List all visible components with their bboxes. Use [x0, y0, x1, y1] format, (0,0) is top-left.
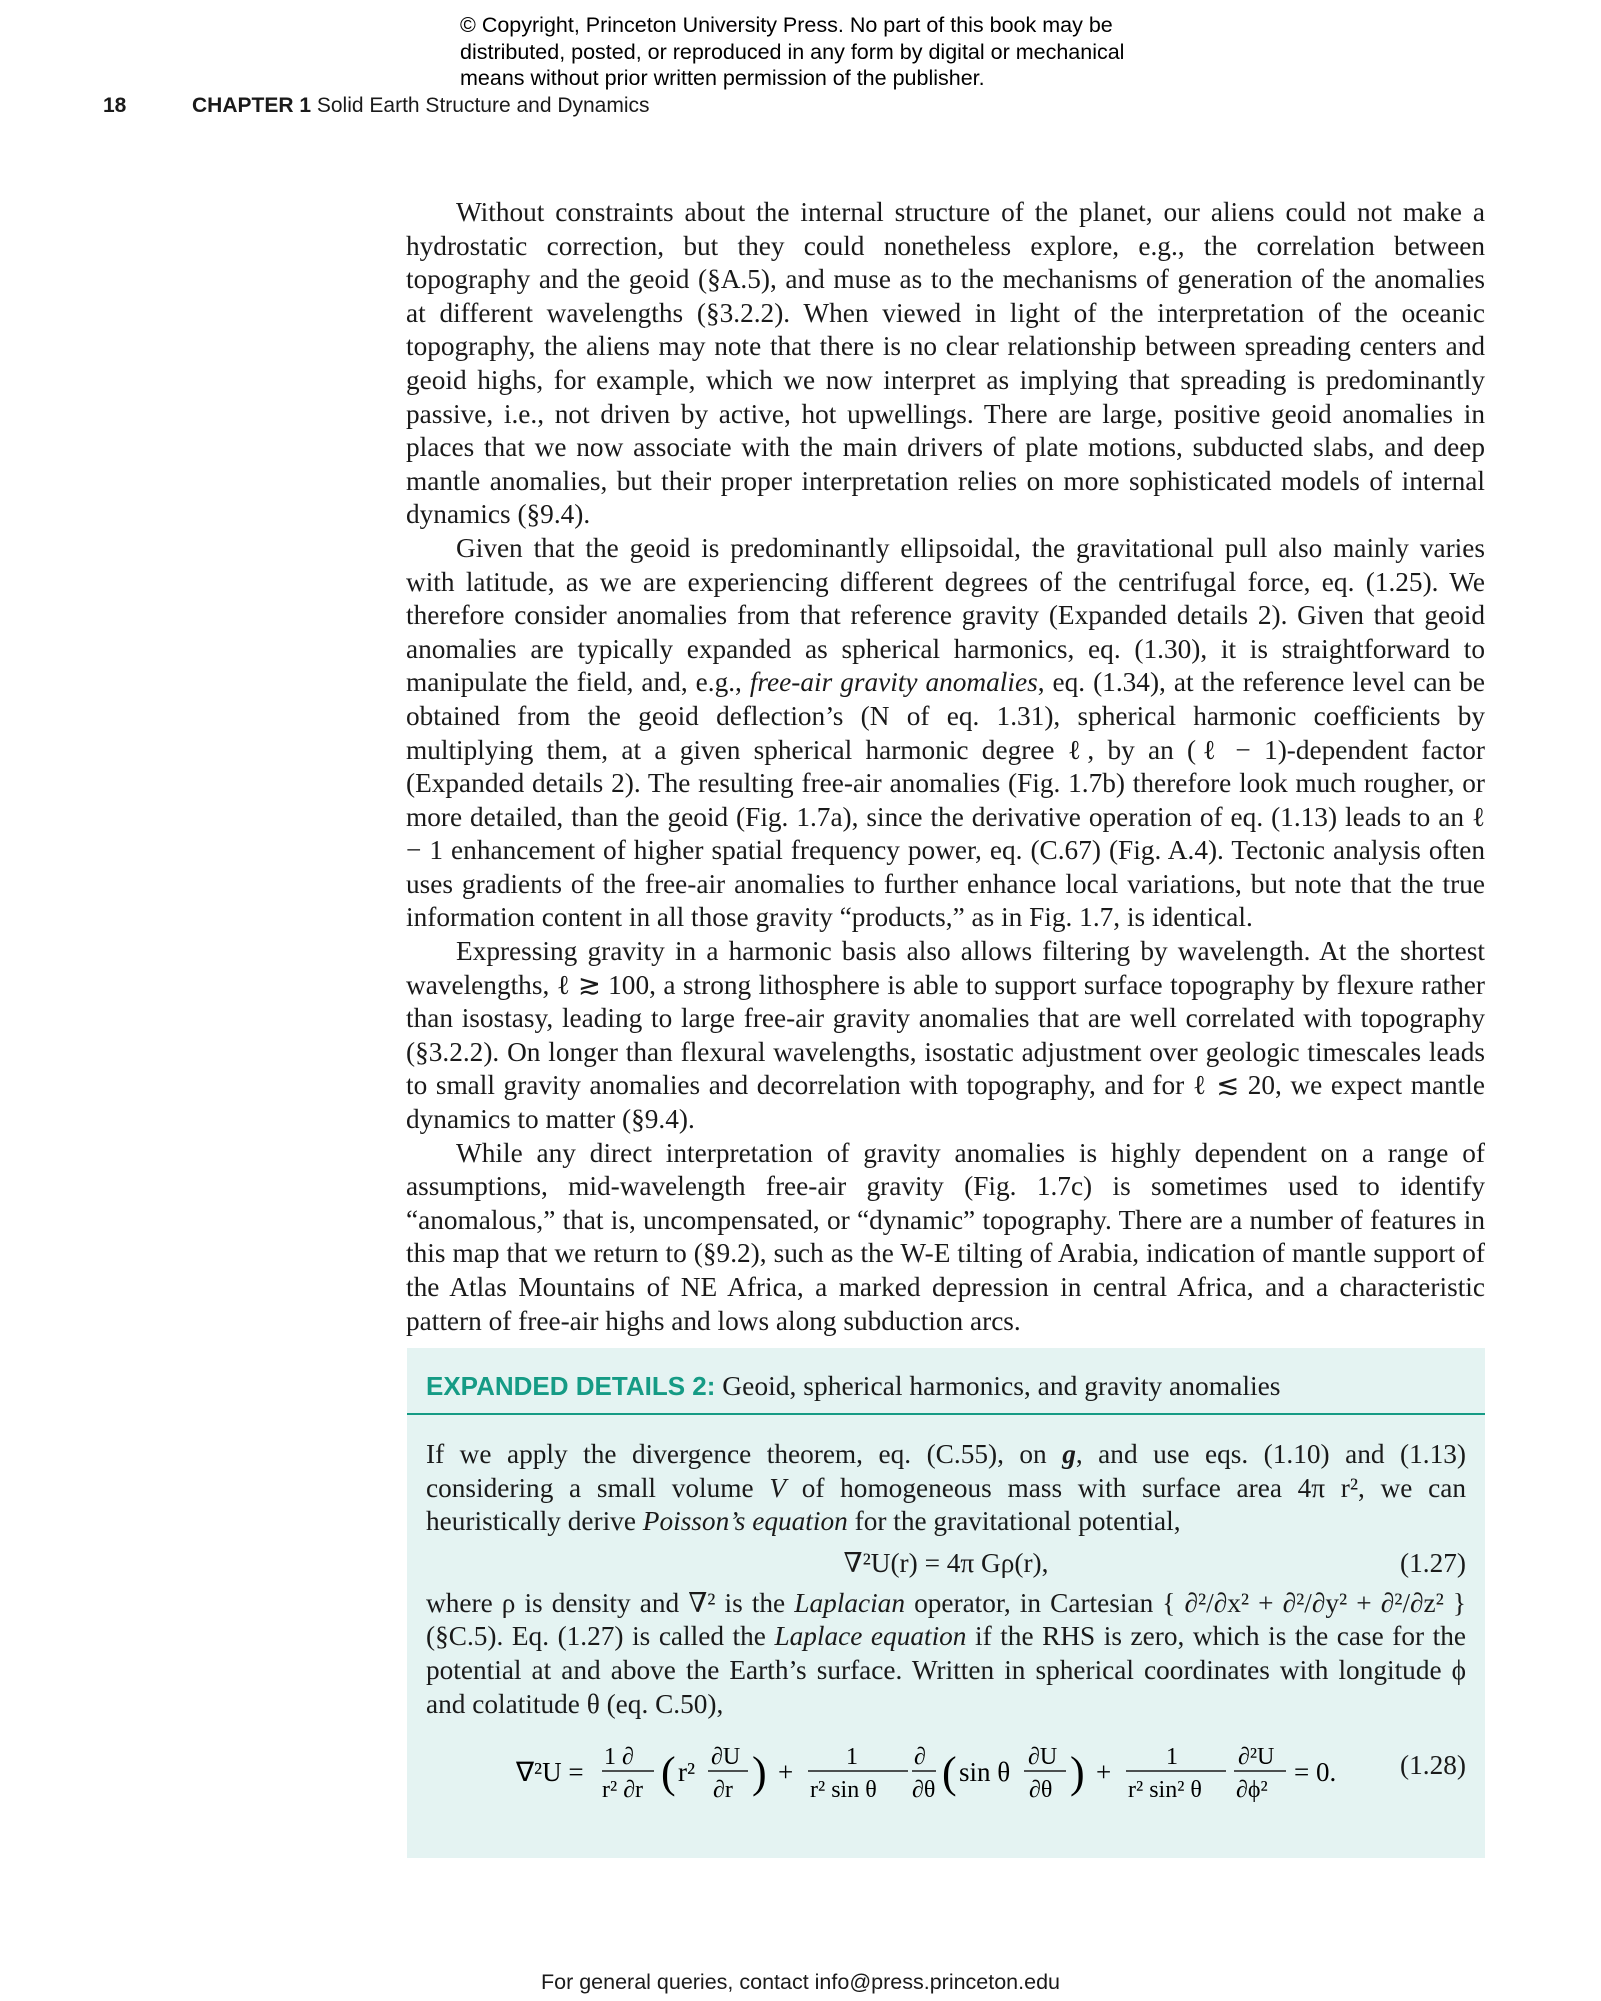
text-run: of homogeneous mass with surface area 4π r², we can heuristically derive	[426, 1472, 1466, 1537]
text-run: if the RHS is zero, which is the case for the potential at and above the Earth’s surface. Written in spherical coordinates with longitude ϕ and colatitude θ (eq. C.50),	[426, 1621, 1466, 1719]
paragraph: Without constraints about the internal structure of the planet, our aliens could not make a hydrostatic correction, but they could nonetheless explore, e.g., the correlation between topography and the geoid (§A.5), and muse as to the mechanisms of generation of the anomalies at different wavelengths (§3.2.2). When viewed in light of the interpretation of the oceanic topography, the aliens may note that there is no clear relationship between spreading centers and geoid highs, for example, which we now interpret as implying that spreading is predominantly passive, i.e., not driven by active, hot upwellings. There are large, positive geoid anomalies in places that we now associate with the main drivers of plate motions, subducted slabs, and deep mantle anomalies, but their proper interpretation relies on more sophisticated models of internal dynamics (§9.4).	[406, 197, 1485, 530]
svg-text:): )	[752, 1748, 767, 1798]
italic-term: Laplace equation	[774, 1621, 967, 1652]
svg-text:): )	[1070, 1748, 1085, 1798]
equation-number: (1.27)	[1400, 1547, 1466, 1578]
svg-text:1: 1	[846, 1744, 858, 1771]
box-title: Geoid, spherical harmonics, and gravity anomalies	[722, 1370, 1281, 1401]
box-divider	[407, 1413, 1485, 1415]
copyright-line: © Copyright, Princeton University Press. No part of this book may be	[460, 13, 1113, 37]
box-body	[426, 1438, 1466, 1819]
italic-term: Poisson’s equation	[642, 1506, 848, 1537]
laplacian-spherical-equation	[516, 1729, 1366, 1819]
italic-term: free-air gravity anomalies	[749, 667, 1038, 698]
box-paragraph	[426, 1438, 1466, 1539]
expanded-details-box	[407, 1348, 1485, 1858]
paragraph	[406, 532, 1485, 935]
paragraph: While any direct interpretation of gravity anomalies is highly dependent on a range of assumptions, mid-wavelength free-air gravity (Fig. 1.7c) is sometimes used to identify “anomalous,” that is, uncompensated, or “dynamic” topography. There are a number of features in this map that we return to (§9.2), such as the W-E tilting of Arabia, indication of mantle support of the Atlas Mountains of NE Africa, a marked depression in central Africa, and a characteristic pattern of free-air highs and lows along subduction arcs.	[406, 1137, 1485, 1336]
svg-text:∂ϕ²: ∂ϕ²	[1236, 1777, 1268, 1804]
svg-text:+: +	[1096, 1757, 1112, 1788]
svg-text:sin θ: sin θ	[959, 1757, 1011, 1788]
italic-term: Laplacian	[794, 1587, 905, 1618]
text-run: , and use eqs. (1.10) and (1.13) considering a small volume	[426, 1439, 1466, 1503]
svg-text:= 0.: = 0.	[1294, 1757, 1337, 1788]
copyright-line: means without prior written permission of the publisher.	[460, 66, 985, 90]
text-run: , eq. (1.34), at the reference level can be obtained from the geoid deflection’s (N of eq. 1.31), spherical harmonic coefficients by multiplying them, at a given spherical harmonic degree ℓ, by an (ℓ − 1)-dependent factor (Expanded details 2). The resulting free-air anomalies (Fig. 1.7b) therefore look much rougher, or more detailed, than the geoid (Fig. 1.7a), since the derivative operation of eq. (1.13) leads to an ℓ − 1 enhancement of higher spatial frequency power, eq. (C.67) (Fig. A.4). Tectonic analysis often uses gradients of the free-air anomalies to further enhance local variations, but note that the true information content in all those gravity “products,” as in Fig. 1.7, is identical.	[406, 667, 1485, 933]
chapter-title: Solid Earth Structure and Dynamics	[316, 94, 650, 117]
box-heading	[426, 1368, 1466, 1404]
vector-g: g	[1062, 1439, 1076, 1469]
copyright-line: distributed, posted, or reproduced in any form by digital or mechanical	[460, 39, 1125, 64]
svg-text:∂U: ∂U	[1028, 1744, 1058, 1771]
svg-text:1 ∂: 1 ∂	[604, 1744, 634, 1771]
svg-text:(: (	[942, 1748, 957, 1798]
page-number: 18	[103, 94, 127, 117]
equation-content: ∇²U(r) = 4π Gρ(r),	[843, 1547, 1049, 1578]
paragraph: Expressing gravity in a harmonic basis also allows filtering by wavelength. At the shortest wavelengths, ℓ ≳ 100, a strong lithosphere is able to support surface topography by flexure rather than isostasy, leading to large free-air gravity anomalies that are well correlated with topography (§3.2.2). On longer than flexural wavelengths, isostatic adjustment over geologic timescales leads to small gravity anomalies and decorrelation with topography, and for ℓ ≲ 20, we expect mantle dynamics to matter (§9.4).	[406, 936, 1485, 1135]
running-head	[192, 94, 650, 118]
footer-contact: For general queries, contact info@press.princeton.edu	[540, 1970, 1060, 1994]
svg-text:r² sin² θ: r² sin² θ	[1128, 1777, 1202, 1804]
svg-text:∂θ: ∂θ	[1029, 1777, 1053, 1804]
svg-text:+: +	[778, 1757, 794, 1788]
equation-1-27	[426, 1539, 1466, 1587]
main-text	[406, 196, 1485, 1338]
text-run: If we apply the divergence theorem, eq. (C.55), on	[426, 1439, 1063, 1469]
equation-1-28	[426, 1729, 1466, 1819]
svg-text:(: (	[661, 1748, 676, 1798]
svg-text:r² ∂r: r² ∂r	[602, 1777, 644, 1804]
copyright-notice	[460, 12, 1220, 92]
text-run: Given that the geoid is predominantly ellipsoidal, the gravitational pull also mainly varies with latitude, as we are experiencing different degrees of the centrifugal force, eq. (1.25). We therefore consider anomalies from that reference gravity (Expanded details 2). Given that geoid anomalies are typically expanded as spherical harmonics, eq. (1.30), it is straightforward to manipulate the field, and, e.g.,	[406, 532, 1485, 698]
svg-text:∂: ∂	[914, 1744, 926, 1771]
svg-text:∂²U: ∂²U	[1238, 1744, 1275, 1771]
symbol-v: V	[769, 1472, 786, 1503]
svg-text:∂U: ∂U	[711, 1744, 741, 1771]
box-label: EXPANDED DETAILS 2:	[426, 1371, 716, 1401]
equation-number: (1.28)	[1400, 1750, 1466, 1781]
svg-text:r²: r²	[678, 1757, 696, 1788]
box-paragraph	[426, 1587, 1466, 1721]
text-run: for the gravitational potential,	[847, 1506, 1181, 1537]
text-run: operator, in Cartesian { ∂²/∂x² + ∂²/∂y² + ∂²/∂z² } (§C.5). Eq. (1.27) is called the	[426, 1587, 1467, 1652]
svg-text:∂θ: ∂θ	[912, 1777, 936, 1804]
svg-text:1: 1	[1166, 1744, 1178, 1771]
svg-text:∇²U =: ∇²U =	[516, 1757, 584, 1788]
svg-text:∂r: ∂r	[713, 1777, 733, 1804]
text-run: where ρ is density and ∇² is the	[426, 1587, 795, 1618]
chapter-label: CHAPTER 1	[192, 94, 312, 117]
svg-text:r² sin θ: r² sin θ	[810, 1777, 877, 1804]
